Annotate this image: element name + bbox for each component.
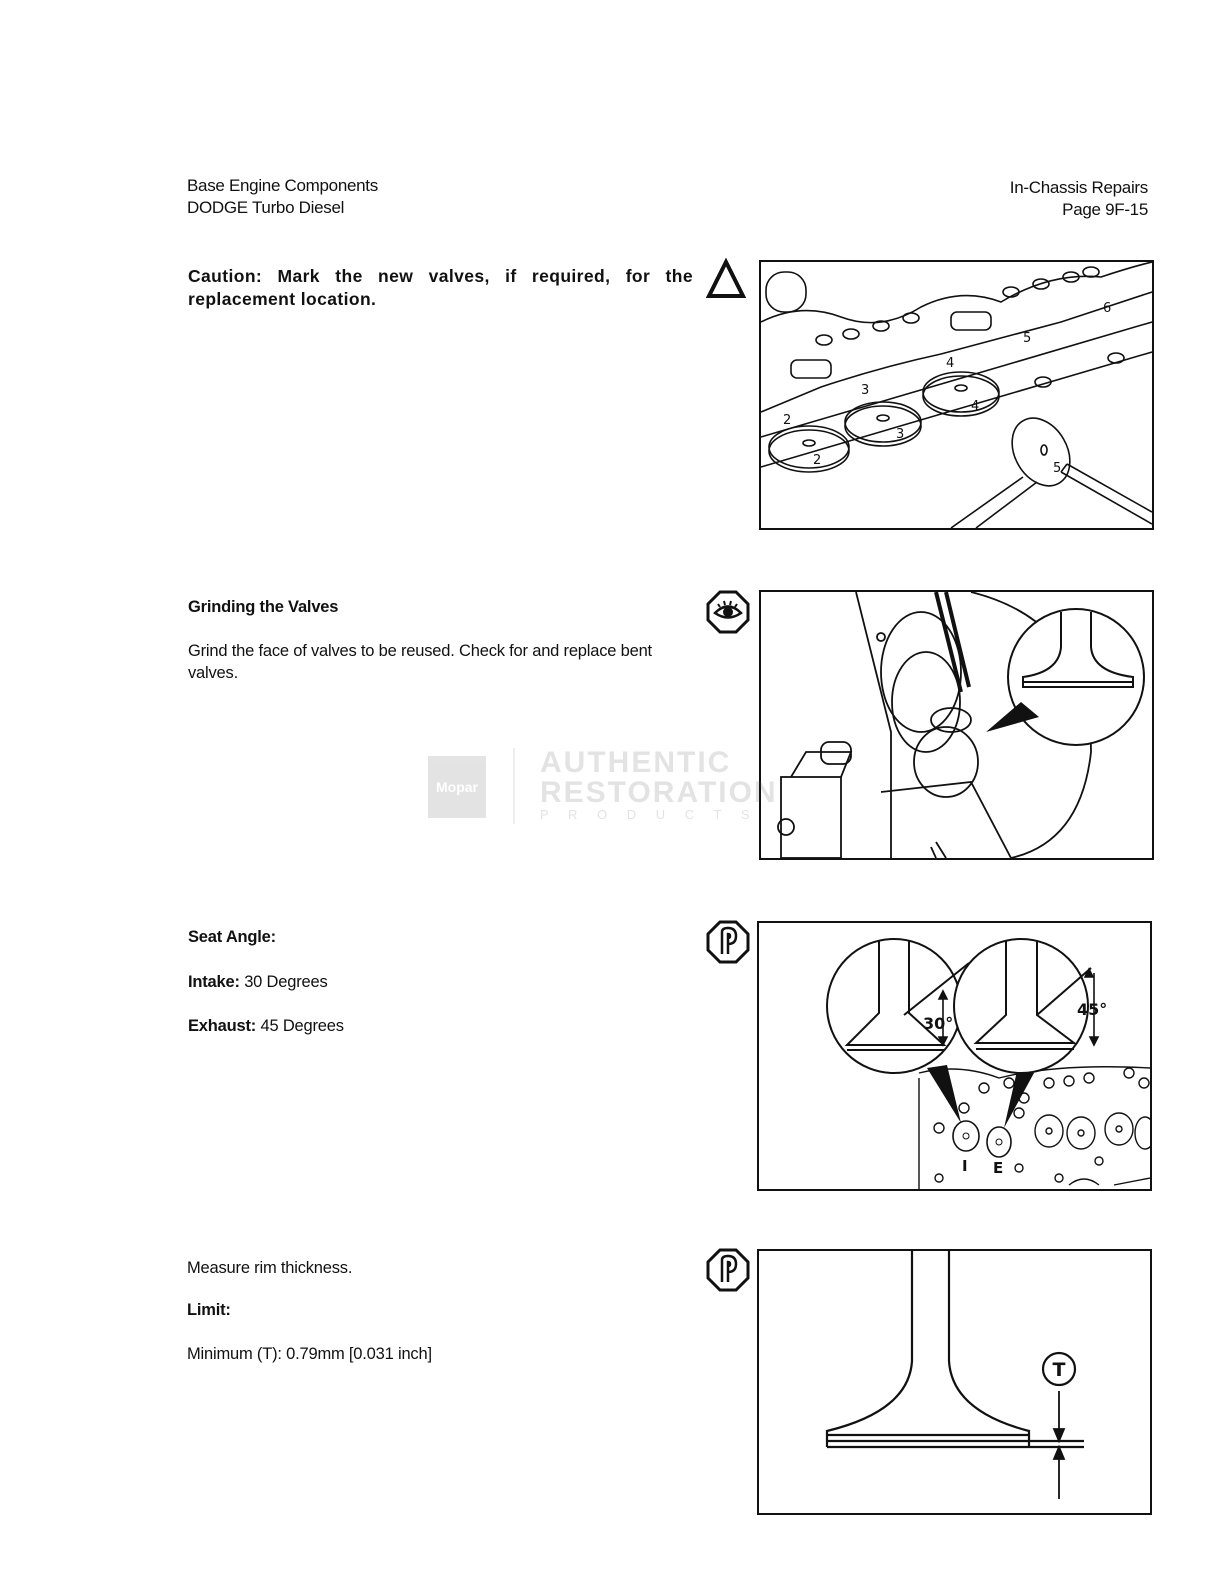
specification-icon — [706, 920, 750, 969]
header-right — [850, 177, 1148, 221]
specification-icon — [706, 1248, 750, 1297]
figure-seat-angles — [757, 921, 1152, 1191]
watermark-line2: RESTORATION — [540, 776, 778, 809]
watermark-brand: Mopar — [436, 779, 478, 795]
exhaust-letter: E — [993, 1159, 1004, 1177]
intake-angle-label: 30° — [923, 1014, 954, 1033]
exhaust-value: 45 Degrees — [260, 1017, 344, 1035]
watermark-line3: P R O D U C T S — [540, 807, 758, 822]
intake-value: 30 Degrees — [244, 973, 328, 991]
rim-minimum: Minimum (T): 0.79mm [0.031 inch] — [187, 1345, 432, 1363]
intake-letter: I — [962, 1157, 968, 1175]
watermark — [428, 748, 778, 824]
figure-valve-number: 6 — [1103, 301, 1112, 316]
watermark-line1: AUTHENTIC — [540, 746, 732, 779]
figure-valve-number: 3 — [861, 383, 870, 398]
exhaust-angle-label: 45° — [1077, 1000, 1108, 1019]
figure-marking-valves — [759, 260, 1154, 530]
figure-valve-number: 5 — [1053, 461, 1062, 476]
seat-angle-intake — [188, 971, 328, 993]
rim-text: Measure rim thickness. — [187, 1259, 353, 1277]
header-vehicle: DODGE Turbo Diesel — [187, 198, 345, 217]
figure-valve-grinder — [759, 590, 1154, 860]
figure-valve-number: 2 — [813, 453, 822, 468]
figure-valve-number: 5 — [1023, 331, 1032, 346]
seat-angle-title: Seat Angle: — [188, 928, 276, 946]
figure-valve-number: 4 — [971, 399, 980, 414]
figure-valve-number: 2 — [783, 413, 792, 428]
warning-triangle-icon — [706, 258, 746, 305]
grinding-title: Grinding the Valves — [188, 598, 339, 616]
seat-angle-exhaust — [188, 1015, 344, 1037]
figure-valve-number: 4 — [946, 356, 955, 371]
intake-label: Intake: — [188, 973, 240, 991]
header-left — [187, 175, 547, 219]
page-number: Page 9F-15 — [1062, 200, 1148, 219]
exhaust-label: Exhaust: — [188, 1017, 257, 1035]
figure-rim-thickness — [757, 1249, 1152, 1515]
figure-valve-number: 3 — [896, 427, 905, 442]
header-chapter: In-Chassis Repairs — [1009, 178, 1148, 197]
caution-text: Caution: Mark the new valves, if required, for the replacement location. — [188, 266, 693, 309]
header-section-title: Base Engine Components — [187, 176, 378, 195]
grinding-text: Grind the face of valves to be reused. Check for and replace bent valves. — [188, 642, 652, 682]
mopar-logo — [428, 756, 486, 818]
rim-figure-label: T — [1052, 1359, 1066, 1381]
limit-label: Limit: — [187, 1301, 231, 1319]
inspect-eye-icon — [706, 590, 750, 639]
